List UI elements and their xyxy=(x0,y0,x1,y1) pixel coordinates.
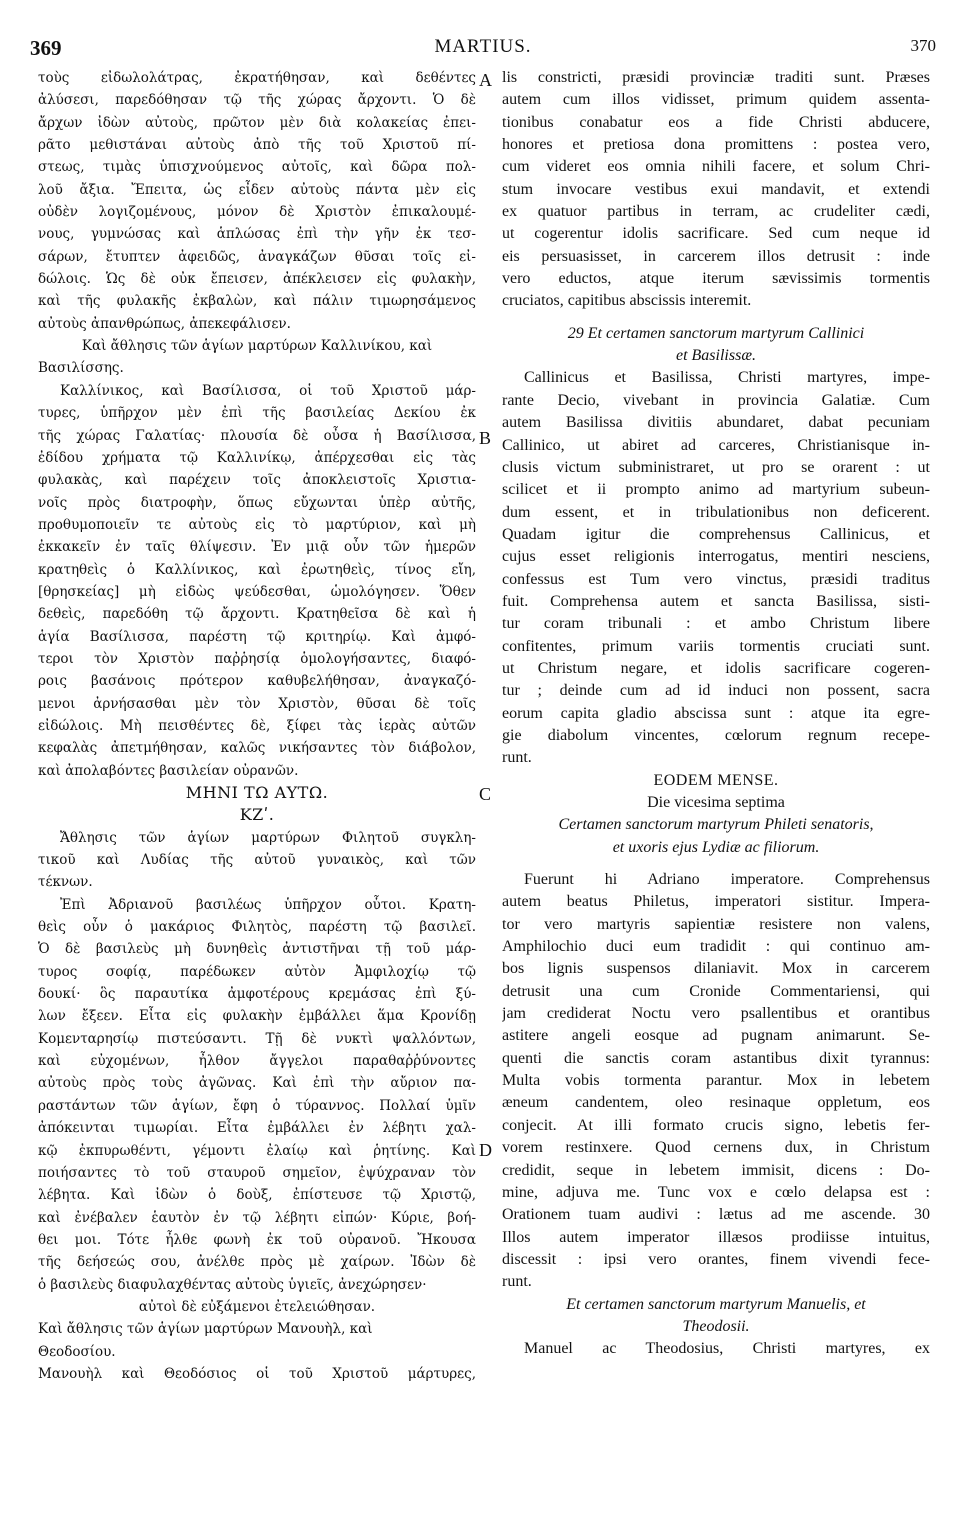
page-header xyxy=(30,36,936,60)
latin-text-line: ex quatuor partibus in terram, ac crudeliter cædi, xyxy=(502,203,930,221)
latin-text-line: runt. xyxy=(502,749,532,767)
latin-text-line: lis constricti, præsidi provinciæ traditi sunt. Præses xyxy=(502,69,930,86)
greek-text-line: ρᾶτο μεθιστάναι αὐτοὺς ἀπὸ τῆς τοῦ Χριστοῦ πί- xyxy=(38,137,476,154)
spacer xyxy=(502,859,930,869)
greek-text-line: Καὶ ἄθλησις τῶν ἁγίων μαρτύρων Μανουὴλ, καὶ xyxy=(38,1321,373,1338)
greek-text-line: αὐτοὶ δὲ εὐξάμενοι ἐτελειώθησαν. xyxy=(138,1298,376,1315)
greek-text-line: δεθεὶς, παρεδόθη τῷ ἄρχοντι. Κρατηθεῖσα δὲ καὶ ἡ xyxy=(38,606,476,623)
greek-text-line: σάρων, ἔτυπτεν ἀφειδῶς, ἀναγκάζων θῦσαι τοῖς εἰ- xyxy=(38,248,476,265)
greek-text-line: ἐκκακεῖν ἐν ταῖς θλίψεσιν. Ἐν μιᾷ οὖν τῶν ἡμερῶν xyxy=(38,539,476,556)
latin-text-line: quenti die sanctis coram astantibus dixit tyrannus: xyxy=(502,1049,930,1067)
greek-text-line: ἐδίδου χρήματα τῷ Καλλινίκῳ, ἀπέρχεσθαι εἰς τὰς xyxy=(38,449,476,466)
latin-text-line: vorem restinxere. Quod cernens dux, in Christum xyxy=(502,1139,930,1157)
greek-text-line: ἄρχων ἰδὼν αὐτοὺς, πρῶτον μὲν διὰ κολακείας ἐπει- xyxy=(38,114,476,131)
greek-text-line: Καὶ ἄθλησις τῶν ἁγίων μαρτύρων Καλλινίκου, καὶ xyxy=(81,338,433,355)
greek-text-line: αὐτοὺς ἀπανθρώπως, ἀπεκεφάλισεν. xyxy=(38,315,291,332)
greek-text-line: λων ἔξεεν. Εἶτα εἰς φυλακὴν ἐμβάλλει ἅμα Κρονίδῃ xyxy=(38,1008,476,1025)
latin-text-line: eorum capita gladio abscissa sunt : atque ita egre- xyxy=(502,704,930,722)
greek-text-line: ροις βασάνοις πρότερον καθυβελήθησαν, ἀναγκαζό- xyxy=(38,673,476,690)
latin-text-line: Orationem tuam audivi : lætus ad me ascende. 30 xyxy=(502,1206,930,1224)
margin-letter-c: C xyxy=(479,784,492,804)
greek-text-line: νοῖς πρὸς διατροφὴν, ὅπως εὔχωνται ὑπὲρ αὐτῆς, xyxy=(38,494,476,511)
greek-text-line: δουκί· ὃς παραυτίκα ἀμφοτέρους κρεμάσας ἐπὶ ξύ- xyxy=(38,986,476,1003)
margin-letter-b: B xyxy=(479,428,492,448)
latin-text-line: jam crediderat Noctu vero psallentibus et orantibus xyxy=(502,1005,930,1023)
greek-text-line: τῆς χώρας Γαλατίας· πλουσία δὲ οὖσα ἡ Βασίλισσα, xyxy=(38,427,476,444)
greek-text-line: Ἐπὶ Ἀδριανοῦ βασιλέως ὑπῆρχον οὗτοι. Κρατη- xyxy=(60,896,476,913)
greek-text-line: φυλακὰς, καὶ παρέχειν τοῖς ἀποκλειστοῖς Χριστια- xyxy=(38,472,476,489)
latin-text-line: mine, adjuva me. Tunc vox e cœlo delapsa est : xyxy=(502,1183,930,1201)
latin-text-line: EODEM MENSE. xyxy=(653,771,779,789)
greek-text-line: ὁ βασιλεὺς διαφυλαχθέντας αὐτοὺς ὑγιεῖς, ἀνεχώρησεν· xyxy=(38,1276,427,1293)
latin-text-line: et Basilissæ. xyxy=(675,347,756,365)
greek-text-line: καὶ εὐχομένων, ἦλθον ἄγγελοι παραθαῤῥύνοντες xyxy=(38,1053,476,1070)
latin-text-line: vero eductos, atque iterum sævissimis tormentis xyxy=(502,270,930,288)
latin-text-line: tionibus conabatur eos a fide Christi abducere, xyxy=(502,113,930,131)
latin-text-line: stum invocare vestibus exui mandavit, et extendi xyxy=(502,180,930,198)
latin-text-line: honores et pretiosa dona promittens : postea vero, xyxy=(502,136,930,154)
latin-text-line: Manuel ac Theodosius, Christi martyres, ex xyxy=(524,1340,930,1358)
latin-column xyxy=(502,67,930,1361)
latin-text-line: dum essent, et in tribulationibus non deficerent. xyxy=(502,503,930,521)
latin-text-line: bos lignis suspensos dilaniavit. Mox in carcerem xyxy=(502,960,930,978)
latin-text-line: Callinico, ut abiret ad carceres, Christianisque in- xyxy=(502,436,930,454)
greek-text-line: νους, γυμνώσας καὶ ἁπλώσας ἐπὶ τὴν γῆν ἐκ τεσ- xyxy=(38,226,476,243)
greek-text-line: λέβητα. Καὶ ἰδὼν ὁ δοὺξ, ἐπίστευσε τῷ Χριστῷ, xyxy=(38,1187,476,1204)
page-number-left: 369 xyxy=(30,36,62,60)
latin-text-line: et uxoris ejus Lydiæ ac filiorum. xyxy=(612,838,820,856)
greek-text-line: καὶ τῆς φυλακῆς ἐκβαλὼν, καὶ πάλιν τιμωρησάμενος xyxy=(38,293,476,310)
latin-text-line: gie diabolum vincentes, cœlorum regnum recepe- xyxy=(502,726,930,744)
greek-text-line: καὶ ἀπολαβόντες βασιλείαν οὐρανῶν. xyxy=(38,762,299,779)
latin-text-line: ut cogerentur idolis sacrificare. Sed cum neque id xyxy=(502,225,930,243)
greek-text-line: τέκνων. xyxy=(38,874,93,891)
greek-text-line: δώλοις. Ὡς δὲ οὐκ ἔπεισεν, ἀπέκλεισεν εἰς φυλακὴν, xyxy=(38,271,476,288)
latin-text-line: cruciatos, capitibus abscissis interemit. xyxy=(502,292,752,310)
latin-text-line: cujus esset religionis interrogatus, mentiri nesciens, xyxy=(502,548,930,566)
latin-text-line: æneum candentem, oleo resinaque oppletum, eos xyxy=(502,1094,930,1112)
page-title: MARTIUS. xyxy=(434,36,532,57)
latin-text-line: Fuerunt hi Adriano imperatore. Comprehensus xyxy=(524,871,930,889)
greek-text-line: λοῦ ἄξια. Ἔπειτα, ὡς εἶδεν αὐτοὺς πάντα μὲν εἰς xyxy=(38,181,476,198)
greek-text-line: [θρησκείας] μὴ εἰδὼς ψεύδεσθαι, ὡμολόγησεν. Ὅθεν xyxy=(38,583,476,600)
latin-text-line: Callinicus et Basilissa, Christi martyres, impe- xyxy=(524,369,930,387)
latin-text-line: eis persuasisset, in carcerem illos detrusit : inde xyxy=(502,247,930,265)
latin-text-line: confitentes, primum variis tormentis cruciati sunt. xyxy=(502,637,930,655)
latin-text-line: Illos autem imperator illæsos prodiisse intuitus, xyxy=(502,1228,930,1246)
latin-text-line: detrusit una cum Cronide Commentariensi, qui xyxy=(502,982,930,1000)
latin-text-line: Et certamen sanctorum martyrum Manuelis, et xyxy=(566,1295,866,1313)
greek-text-line: Καλλίνικος, καὶ Βασίλισσα, οἱ τοῦ Χριστοῦ μάρ- xyxy=(60,382,476,399)
latin-text-line: tor vero martyris sapientiæ resistere non valens, xyxy=(502,915,930,933)
latin-text-line: Die vicesima septima xyxy=(647,794,785,811)
greek-text-line: ἀλύσεσι, παρεδόθησαν τῷ τῆς χώρας ἄρχοντι. Ὁ δὲ xyxy=(38,92,476,109)
latin-text-line: Multa vobis tormenta parantur. Mox in lebetem xyxy=(502,1072,930,1090)
greek-text-line: αὐτοὺς πρὸς τοὺς ἀγῶνας. Καὶ ἐπὶ τὴν αὔριον πα- xyxy=(38,1075,476,1092)
greek-text-line: ἀπόκεινται τιμωρίαι. Εἶτα ἐμβάλλει ἐν λέβητι χαλ- xyxy=(38,1120,476,1137)
margin-letter-a: A xyxy=(479,70,492,90)
greek-text-line: κεφαλὰς ἀπετμήθησαν, καλῶς νικήσαντες τὸν διάβολον, xyxy=(38,740,476,757)
latin-text-line: credidit, seque in lebetem immisit, dicens : Do- xyxy=(502,1161,930,1179)
greek-text-line: ἁγία Βασίλισσα, παρέστη τῷ κριτηρίῳ. Καὶ ἀμφό- xyxy=(38,628,476,645)
greek-text-line: τυρος σοφίᾳ, παρέδωκεν αὐτὸν Ἀμφιλοχίῳ τῷ xyxy=(38,963,476,980)
latin-text-line: Certamen sanctorum martyrum Phileti senatoris, xyxy=(558,816,874,834)
greek-column xyxy=(38,67,476,1385)
latin-text-line: 29 Et certamen sanctorum martyrum Callinici xyxy=(567,324,865,342)
greek-text-line: ποιήσαντες τὸ τοῦ σταυροῦ σημεῖον, ἐψύχραναν τὸν xyxy=(38,1164,476,1181)
greek-text-line: θει μοι. Τότε ἦλθε φωνὴ ἐκ τοῦ οὐρανοῦ. Ἤκουσα xyxy=(38,1231,476,1248)
latin-text-line: Quadam igitur die comprehensus Callinicus, et xyxy=(502,525,930,543)
latin-text-line: tur coram tribunali : et ambo Christum libere xyxy=(502,615,930,633)
greek-text-line: τικοῦ καὶ Λυδίας τῆς αὐτοῦ γυναικὸς, καὶ τῶν xyxy=(38,852,476,869)
latin-text-line: scilicet et ii prompto animo ad martyrium subeun- xyxy=(502,481,930,499)
margin-letter-d: D xyxy=(479,1140,492,1160)
latin-text-line: tur ; deinde cum ad id induci non possent, sacra xyxy=(502,682,930,700)
greek-text-line: τοὺς εἰδωλολάτρας, ἐκρατήθησαν, καὶ δεθέντες xyxy=(38,70,476,86)
latin-text-line: fuit. Comprehensa autem et sancta Basilissa, sisti- xyxy=(502,592,930,610)
latin-text-line: Theodosii. xyxy=(682,1317,750,1335)
greek-text-line: Κομενταρησίῳ πιστεύσαντι. Τῇ δὲ νυκτὶ ψαλλόντων, xyxy=(38,1030,476,1047)
greek-text-line: Βασιλίσσης. xyxy=(38,360,124,377)
latin-text-line: conjecit. At illi formato crucis signo, lebetis fer- xyxy=(502,1116,930,1134)
greek-text-line: ραστάντων τῶν ἁγίων, ἔφη ὁ τύραννος. Πολλαί ὑμῖν xyxy=(38,1097,476,1114)
greek-text-line: καὶ ἐνέβαλεν ἑαυτὸν ἐν τῷ λέβητι εἰπών· Κύριε, βοή- xyxy=(38,1209,476,1226)
latin-text-line: Amphilochio duci eum tradidit : qui continuo am- xyxy=(502,938,930,956)
greek-text-line: στεως, τιμὰς ὑπισχνούμενος αὐτοῖς, καὶ δῶρα πολ- xyxy=(38,159,476,176)
greek-text-line: ΜΗΝΙ ΤΩ ΑΥΤΩ. xyxy=(185,783,329,802)
latin-text-line: rante Decio, vivebant in provincia Galatiæ. Cum xyxy=(502,391,930,409)
latin-text-line: astitere angeli eosque ad pugnam animarunt. Se- xyxy=(502,1027,930,1045)
greek-text-line: οὐδὲν λογιζομένους, μόνον δὲ Χριστὸν ἐπικαλουμέ- xyxy=(38,204,476,221)
greek-text-line: εἰδώλοις. Μὴ πεισθέντες δὲ, ξίφει τὰς ἱερὰς αὐτῶν xyxy=(38,717,476,734)
greek-text-line: Μανουὴλ καὶ Θεοδόσιος οἱ τοῦ Χριστοῦ μάρτυρες, xyxy=(38,1365,476,1382)
greek-text-line: Ἄθλησις τῶν ἁγίων μαρτύρων Φιλητοῦ συγκλη- xyxy=(60,829,476,846)
greek-text-line: κρατηθεὶς ὁ Καλλίνικος, καὶ ἐρωτηθεὶς, τίνος εἴη, xyxy=(38,561,476,578)
page-number-right: 370 xyxy=(910,36,936,55)
greek-text-line: Ὁ δὲ βασιλεὺς μὴ δυνηθεὶς ἀντιστῆναι τῇ τοῦ μάρ- xyxy=(38,941,476,958)
latin-text-line: autem cum illos vidisset, primum quidem assenta- xyxy=(502,91,930,109)
latin-text-line: confessus est Tum vero vinctus, præsidi traditus xyxy=(502,570,930,588)
greek-text-line: ΚΖʹ. xyxy=(239,805,275,825)
greek-text-line: τῆς δεήσεώς σου, ἀνέλθε πρὸς μὲ χαίρων. Ἰδὼν δὲ xyxy=(38,1254,476,1271)
greek-text-line: μενοι ἀρνήσασθαι μὲν τὸν Χριστὸν, θῦσαι δὲ τοῖς xyxy=(38,695,476,712)
greek-text-line: Θεοδοσίου. xyxy=(38,1343,116,1360)
latin-text-line: discessit : ipsi vero orantes, finem vivendi fece- xyxy=(502,1250,930,1268)
latin-text-line: clusis victum subministraret, ut pro se orarent : ut xyxy=(502,458,930,476)
spacer xyxy=(502,313,930,323)
greek-text-line: θεὶς οὖν ὁ μακάριος Φιλητὸς, παρέστη τῷ βασιλεῖ. xyxy=(38,919,476,936)
greek-text-line: προθυμοποιεῖν τε αὐτοὺς εἰς τὸ μαρτύριον, καὶ μὴ xyxy=(38,516,476,533)
latin-text-line: ut Christum negare, et idolis sacrificare cogeren- xyxy=(502,659,930,677)
latin-text-line: autem Basilissa divitiis abundaret, dabat pecuniam xyxy=(502,414,930,432)
latin-text-line: runt. xyxy=(502,1273,532,1291)
latin-text-line: cum videret eos omnia nihili facere, et solum Chri- xyxy=(502,158,930,176)
greek-text-line: κῷ ἐκπυρωθέντι, γέμοντι ἐλαίῳ καὶ ῥητίνης. Καὶ xyxy=(38,1142,476,1159)
latin-text-line: autem beatus Philetus, imperatori sistitur. Impera- xyxy=(502,893,930,911)
greek-text-line: τυρες, ὑπῆρχον μὲν ἐπὶ τῆς βασιλείας Δεκίου ἐκ xyxy=(38,405,476,422)
greek-text-line: τεροι τὸν Χριστὸν παῤῥησίᾳ ὁμολογήσαντες, διαφό- xyxy=(38,650,476,667)
